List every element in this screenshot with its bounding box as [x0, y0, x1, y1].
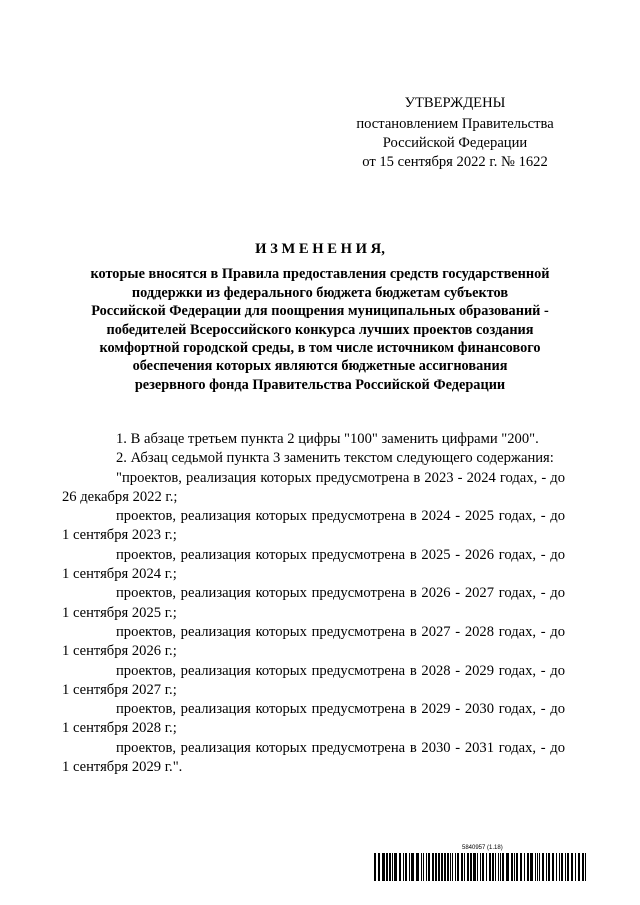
barcode-bar [556, 853, 557, 881]
barcode-bar [392, 853, 393, 881]
quoted-paragraph: проектов, реализация которых предусмотрена в 2030 - 2031 годах, - до 1 сентября 2029 г.". [62, 739, 565, 776]
barcode-bar [386, 853, 388, 881]
barcode-bar [421, 853, 422, 881]
subtitle-line: поддержки из федерального бюджета бюджетам субъектов [131, 284, 509, 301]
barcode-bar [477, 853, 478, 881]
paragraph-item-1: 1. В абзаце третьем пункта 2 цифры "100" заменить цифрами "200". [116, 431, 539, 447]
approval-line: от 15 сентября 2022 г. № 1622 [362, 154, 548, 170]
barcode-bar [374, 853, 376, 881]
barcode-bar [535, 853, 536, 881]
barcode-bar [455, 853, 456, 881]
barcode-bar [470, 853, 472, 881]
barcode-bar [482, 853, 484, 881]
barcode-bar [548, 853, 550, 881]
barcode-bar [578, 853, 580, 881]
subtitle-line: которые вносятся в Правила предоставления средств государственной [90, 266, 550, 283]
barcode-bar [444, 853, 446, 881]
barcode-bar [441, 853, 443, 881]
barcode-bar [489, 853, 491, 881]
barcode-bar [409, 853, 410, 881]
document-heading: И З М Е Н Е Н И Я, [255, 241, 385, 257]
barcode-bar [559, 853, 560, 881]
barcode-bar [516, 853, 518, 881]
barcode-bar [552, 853, 554, 881]
quoted-paragraph: проектов, реализация которых предусмотрена в 2026 - 2027 годах, - до 1 сентября 2025 г.; [62, 585, 565, 621]
barcode-bar [428, 853, 430, 881]
document-title-block [70, 240, 570, 394]
document-body [62, 430, 565, 777]
quoted-paragraph: проектов, реализация которых предусмотрена в 2028 - 2029 годах, - до 1 сентября 2027 г.; [62, 662, 565, 698]
barcode-bar [495, 853, 496, 881]
barcode-bar [502, 853, 504, 881]
barcode-bar [530, 853, 533, 881]
quoted-paragraph: "проектов, реализация которых предусмотрена в 2023 - 2024 годах, - до 26 декабря 2022 г.; [62, 469, 565, 505]
barcode-bar [450, 853, 451, 881]
subtitle-line: обеспечения которых являются бюджетные ассигнования [132, 358, 508, 375]
barcode-bar [378, 853, 380, 881]
barcode-bar [514, 853, 515, 881]
barcode-bar [500, 853, 501, 881]
quoted-paragraph: проектов, реализация которых предусмотрена в 2025 - 2026 годах, - до 1 сентября 2024 г.; [62, 546, 565, 583]
approval-heading: УТВЕРЖДЕНЫ [404, 95, 506, 111]
paragraph-item-2: 2. Абзац седьмой пункта 3 заменить текстом следующего содержания: [116, 450, 554, 467]
barcode-bar [461, 853, 463, 881]
barcode-bar [585, 853, 586, 881]
barcode-bar [467, 853, 469, 881]
barcode-bar [438, 853, 440, 881]
barcode-bar [571, 853, 573, 881]
subtitle-line: победителей Всероссийского конкурса лучших проектов создания [106, 321, 534, 338]
barcode-bar [399, 853, 401, 881]
barcode-bar [565, 853, 566, 881]
barcode-bar [486, 853, 487, 881]
barcode-bar [582, 853, 584, 881]
barcode-bar [520, 853, 522, 881]
subtitle-line: Российской Федерации для поощрения муниципальных образований - [91, 303, 549, 320]
barcode-bar [567, 853, 569, 881]
barcode-bar [447, 853, 449, 881]
barcode-bar [411, 853, 414, 881]
barcode-bar [435, 853, 437, 881]
barcode-bar [539, 853, 540, 881]
barcode-bar [542, 853, 544, 881]
barcode-bar [464, 853, 465, 881]
barcode-label: 5840957 (1.18) [462, 845, 503, 851]
barcode-bar [575, 853, 576, 881]
barcode-bar [473, 853, 476, 881]
barcode-bar [537, 853, 538, 881]
barcode-bar [524, 853, 525, 881]
barcode-bar [405, 853, 407, 881]
barcode-bar [403, 853, 404, 881]
approval-block [330, 94, 580, 172]
barcode-bar [382, 853, 385, 881]
barcode-bar [546, 853, 547, 881]
barcode-image [374, 853, 586, 881]
barcode-bar [389, 853, 391, 881]
barcode-bar [561, 853, 563, 881]
barcode-bar [480, 853, 481, 881]
barcode-bar [492, 853, 494, 881]
barcode-bar [527, 853, 529, 881]
subtitle-line: резервного фонда Правительства Российской Федерации [134, 376, 506, 393]
quoted-paragraph: проектов, реализация которых предусмотрена в 2027 - 2028 годах, - до 1 сентября 2026 г.; [62, 623, 565, 660]
approval-line: постановлением Правительства [356, 116, 554, 132]
approval-line: Российской Федерации [382, 135, 528, 151]
barcode-bar [506, 853, 509, 881]
barcode-bar [457, 853, 459, 881]
subtitle-line: комфортной городской среды, в том числе источником финансового [99, 340, 541, 357]
quoted-paragraph: проектов, реализация которых предусмотрена в 2029 - 2030 годах, - до 1 сентября 2028 г.; [62, 701, 565, 737]
barcode-bar [394, 853, 397, 881]
quoted-paragraph: проектов, реализация которых предусмотрена в 2024 - 2025 годах, - до 1 сентября 2023 г.; [62, 508, 565, 544]
barcode-bar [452, 853, 453, 881]
barcode-bar [432, 853, 434, 881]
barcode-bar [498, 853, 499, 881]
barcode-bar [511, 853, 513, 881]
barcode-bar [416, 853, 419, 881]
barcode-bar [423, 853, 424, 881]
barcode-bar [426, 853, 427, 881]
